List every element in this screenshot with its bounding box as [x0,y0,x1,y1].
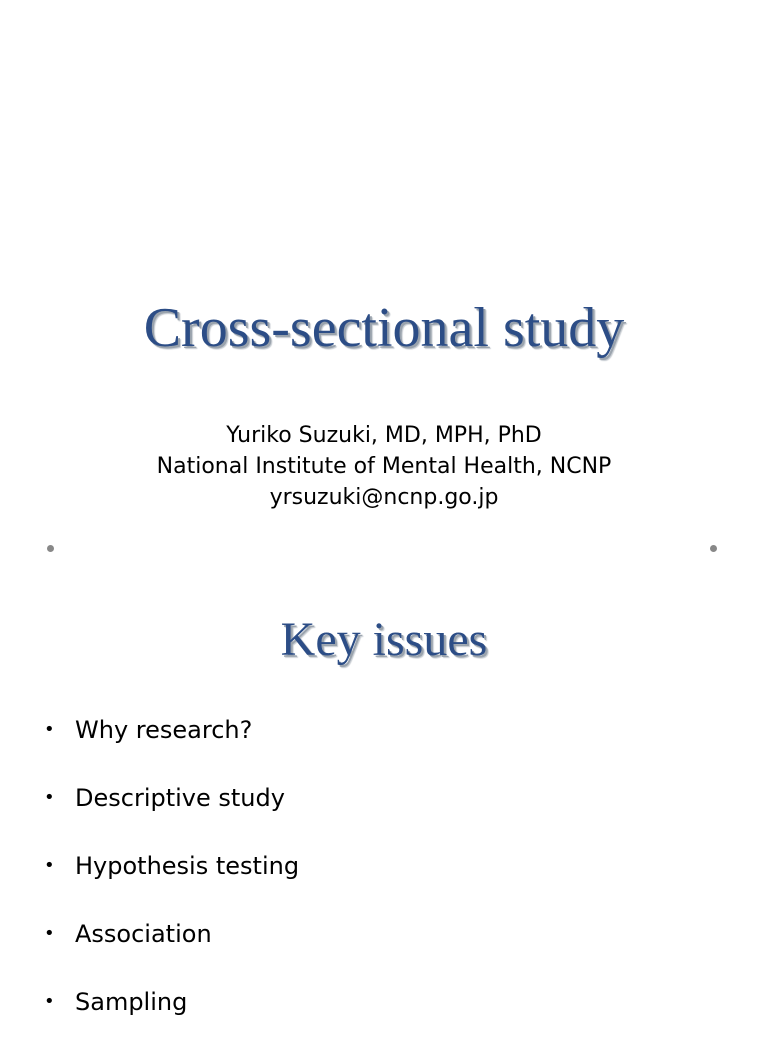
author-email: yrsuzuki@ncnp.go.jp [269,485,499,510]
author-name: Yuriko Suzuki, MD, MPH, PhD [226,423,542,448]
slide-subtitle [0,420,768,513]
list-item-text: Sampling [75,988,188,1016]
slide-title: Cross-sectional study [143,297,625,359]
bullet-icon: • [44,923,55,944]
list-item-text: Descriptive study [75,784,285,812]
slide-divider-dot-right [710,545,717,552]
bullet-icon: • [44,991,55,1012]
section-title: Key issues [280,613,488,666]
slide-divider-dot-left [47,545,54,552]
list-item-text: Why research? [75,716,253,744]
bullet-icon: • [44,719,55,740]
author-affiliation: National Institute of Mental Health, NCNP [156,454,612,479]
bullet-icon: • [44,787,55,808]
list-item-text: Association [75,920,212,948]
bullet-icon: • [44,855,55,876]
list-item-text: Hypothesis testing [75,852,300,880]
